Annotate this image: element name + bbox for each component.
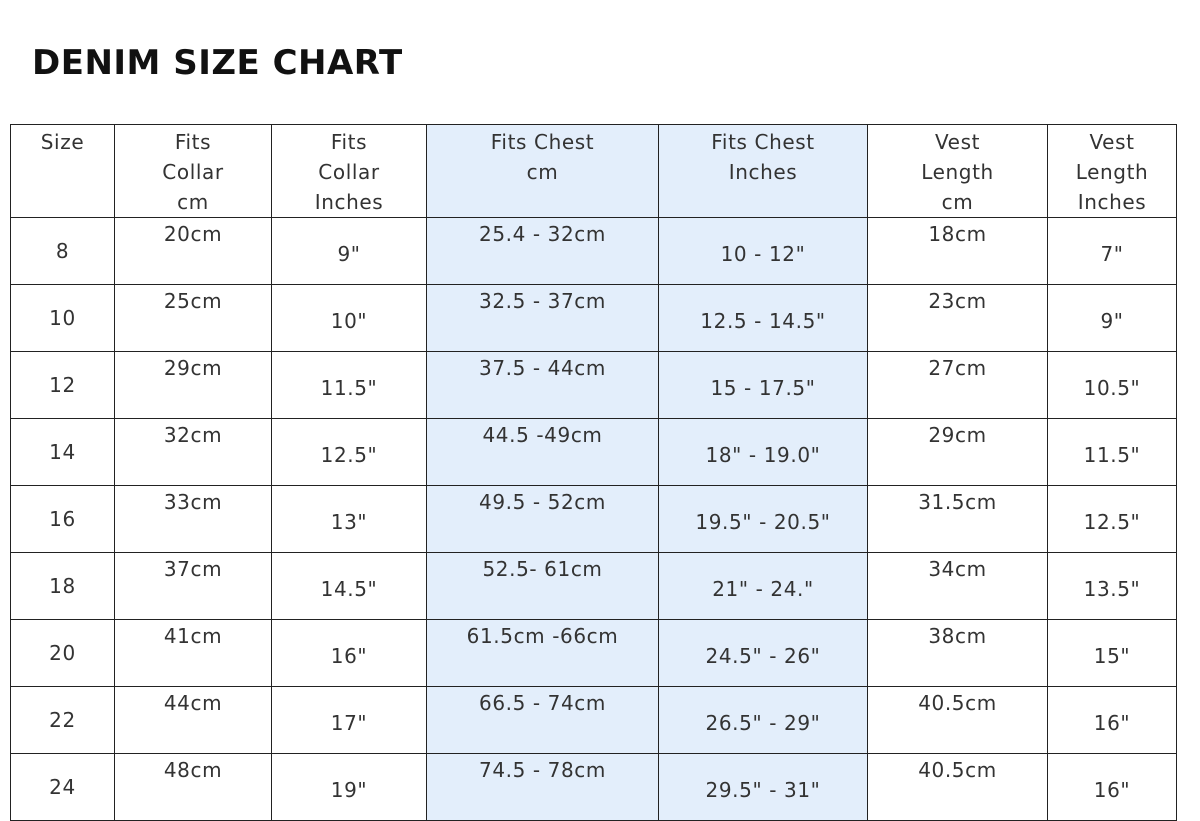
cell-chest-inches: 18" - 19.0" xyxy=(659,419,868,486)
cell-chest-cm: 25.4 - 32cm xyxy=(427,218,659,285)
cell-collar-inches: 17" xyxy=(272,687,427,754)
cell-chest-cm: 66.5 - 74cm xyxy=(427,687,659,754)
table-row xyxy=(11,687,1177,754)
cell-vest-length-cm: 23cm xyxy=(868,285,1048,352)
column-header-line: Inches xyxy=(1077,190,1147,214)
column-header-line: Vest xyxy=(1089,130,1135,154)
cell-collar-cm: 44cm xyxy=(115,687,272,754)
cell-size: 16 xyxy=(11,486,115,553)
column-header-line: Collar xyxy=(162,160,224,184)
cell-collar-cm: 37cm xyxy=(115,553,272,620)
cell-chest-inches: 15 - 17.5" xyxy=(659,352,868,419)
cell-chest-inches: 26.5" - 29" xyxy=(659,687,868,754)
column-header-chest-inches xyxy=(659,125,868,218)
cell-vest-length-cm: 38cm xyxy=(868,620,1048,687)
column-header-line: Inches xyxy=(728,160,798,184)
table-row xyxy=(11,352,1177,419)
table-row xyxy=(11,419,1177,486)
cell-chest-inches: 10 - 12" xyxy=(659,218,868,285)
column-header-line: Inches xyxy=(314,190,384,214)
cell-chest-cm: 37.5 - 44cm xyxy=(427,352,659,419)
column-header-line: Fits Chest xyxy=(711,130,815,154)
cell-size: 18 xyxy=(11,553,115,620)
cell-chest-inches: 19.5" - 20.5" xyxy=(659,486,868,553)
column-header-collar-inches xyxy=(272,125,427,218)
cell-vest-length-inches: 16" xyxy=(1048,687,1177,754)
cell-chest-inches: 21" - 24." xyxy=(659,553,868,620)
cell-vest-length-inches: 10.5" xyxy=(1048,352,1177,419)
column-header-vest-length-inches xyxy=(1048,125,1177,218)
cell-size: 10 xyxy=(11,285,115,352)
cell-vest-length-inches: 9" xyxy=(1048,285,1177,352)
cell-collar-cm: 25cm xyxy=(115,285,272,352)
table-row xyxy=(11,620,1177,687)
cell-size: 8 xyxy=(11,218,115,285)
cell-collar-inches: 19" xyxy=(272,754,427,821)
cell-vest-length-inches: 11.5" xyxy=(1048,419,1177,486)
cell-collar-inches: 14.5" xyxy=(272,553,427,620)
cell-vest-length-inches: 7" xyxy=(1048,218,1177,285)
cell-vest-length-inches: 16" xyxy=(1048,754,1177,821)
table-row xyxy=(11,218,1177,285)
cell-size: 22 xyxy=(11,687,115,754)
cell-vest-length-cm: 27cm xyxy=(868,352,1048,419)
cell-vest-length-cm: 18cm xyxy=(868,218,1048,285)
cell-collar-cm: 32cm xyxy=(115,419,272,486)
cell-collar-cm: 29cm xyxy=(115,352,272,419)
cell-chest-cm: 44.5 -49cm xyxy=(427,419,659,486)
cell-collar-cm: 41cm xyxy=(115,620,272,687)
table-row xyxy=(11,553,1177,620)
column-header-line: cm xyxy=(177,190,209,214)
table-row xyxy=(11,285,1177,352)
cell-chest-cm: 52.5- 61cm xyxy=(427,553,659,620)
column-header-line: Collar xyxy=(318,160,380,184)
cell-size: 12 xyxy=(11,352,115,419)
column-header-line: Vest xyxy=(934,130,981,154)
cell-chest-cm: 32.5 - 37cm xyxy=(427,285,659,352)
column-header-line: Size xyxy=(40,130,85,154)
column-header-size xyxy=(11,125,115,218)
cell-collar-cm: 20cm xyxy=(115,218,272,285)
cell-collar-inches: 12.5" xyxy=(272,419,427,486)
cell-vest-length-inches: 15" xyxy=(1048,620,1177,687)
cell-collar-inches: 10" xyxy=(272,285,427,352)
chart-title: DENIM SIZE CHART xyxy=(32,43,403,83)
column-header-vest-length-cm xyxy=(868,125,1048,218)
cell-size: 20 xyxy=(11,620,115,687)
header-row xyxy=(11,125,1177,218)
cell-collar-inches: 16" xyxy=(272,620,427,687)
cell-vest-length-cm: 34cm xyxy=(868,553,1048,620)
column-header-line: Fits Chest xyxy=(490,130,595,154)
table-body xyxy=(11,218,1177,821)
cell-collar-cm: 33cm xyxy=(115,486,272,553)
cell-vest-length-cm: 40.5cm xyxy=(868,754,1048,821)
cell-collar-inches: 9" xyxy=(272,218,427,285)
cell-chest-inches: 24.5" - 26" xyxy=(659,620,868,687)
column-header-line: cm xyxy=(941,190,974,214)
cell-size: 24 xyxy=(11,754,115,821)
column-header-collar-cm xyxy=(115,125,272,218)
cell-vest-length-inches: 12.5" xyxy=(1048,486,1177,553)
size-table xyxy=(10,124,1177,821)
cell-chest-inches: 12.5 - 14.5" xyxy=(659,285,868,352)
cell-size: 14 xyxy=(11,419,115,486)
column-header-line: cm xyxy=(526,160,559,184)
cell-chest-cm: 61.5cm -66cm xyxy=(427,620,659,687)
column-header-line: Length xyxy=(1075,160,1149,184)
cell-chest-cm: 49.5 - 52cm xyxy=(427,486,659,553)
cell-collar-inches: 11.5" xyxy=(272,352,427,419)
cell-vest-length-inches: 13.5" xyxy=(1048,553,1177,620)
table-row xyxy=(11,486,1177,553)
column-header-line: Fits xyxy=(330,130,368,154)
cell-vest-length-cm: 31.5cm xyxy=(868,486,1048,553)
cell-vest-length-cm: 40.5cm xyxy=(868,687,1048,754)
cell-chest-cm: 74.5 - 78cm xyxy=(427,754,659,821)
cell-collar-inches: 13" xyxy=(272,486,427,553)
column-header-line: Fits xyxy=(174,130,212,154)
column-header-chest-cm xyxy=(427,125,659,218)
cell-chest-inches: 29.5" - 31" xyxy=(659,754,868,821)
table-row xyxy=(11,754,1177,821)
cell-collar-cm: 48cm xyxy=(115,754,272,821)
column-header-line: Length xyxy=(921,160,994,184)
cell-vest-length-cm: 29cm xyxy=(868,419,1048,486)
